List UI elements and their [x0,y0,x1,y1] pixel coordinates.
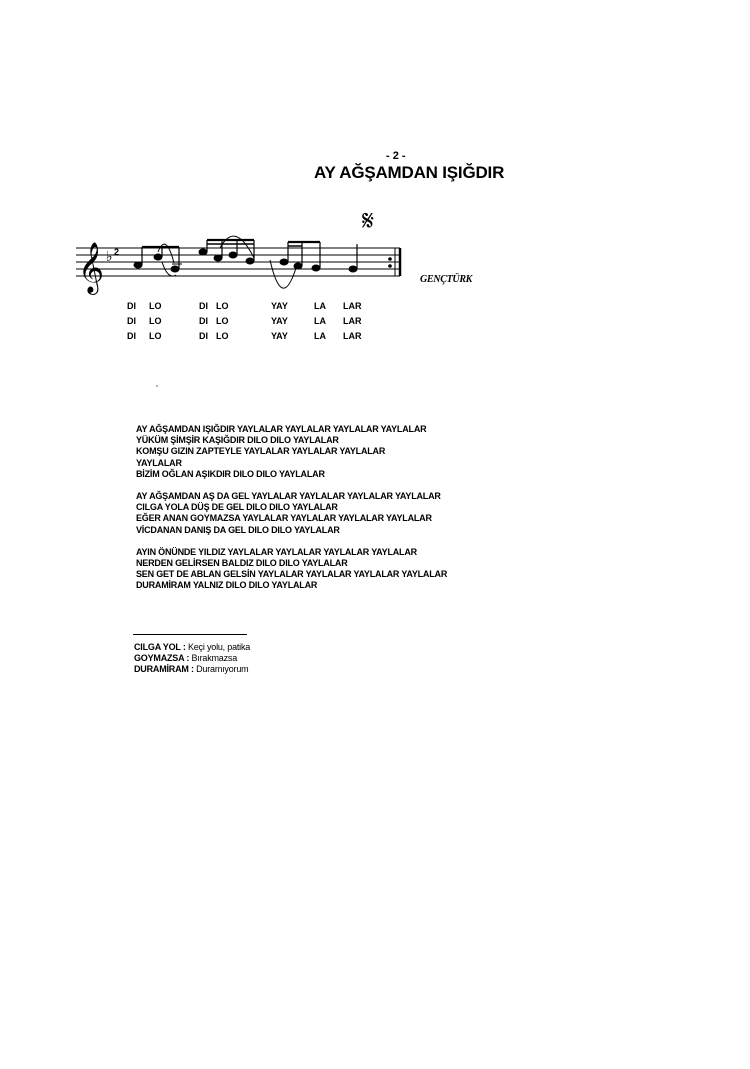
syllable: LA [314,316,326,326]
footnote [134,664,250,675]
syllable: LO [216,301,229,311]
syllable: LO [216,331,229,341]
syllable: YAY [271,301,288,311]
footnotes [134,642,250,675]
lyric-line: BİZİM OĞLAN AŞIKDIR DILO DILO YAYLALAR [136,468,325,479]
syllable: DI [199,331,208,341]
treble-clef-icon: 𝄞 [78,242,105,293]
syllable: LAR [343,301,362,311]
syllable: LO [149,331,162,341]
syllable: DI [127,316,136,326]
syllable: DI [127,301,136,311]
page-number: - 2 - [386,150,406,162]
music-staff [70,200,490,310]
syllable: DI [199,316,208,326]
syllable: LAR [343,316,362,326]
syllable: LO [149,316,162,326]
verse-1 [136,424,447,480]
footnote [134,642,250,653]
footnote-definition: Keçi yolu, patika [187,642,251,652]
lyric-line: YÜKÜM ŞİMŞİR KAŞIĞDIR DILO DILO YAYLALAR [136,435,339,446]
lyric-line: NERDEN GELİRSEN BALDIZ DILO DILO YAYLALAR [136,558,348,569]
syllable: YAY [271,331,288,341]
song-lyrics [136,424,447,603]
lyric-line: DURAMİRAM YALNIZ DILO DILO YAYLALAR [136,580,318,591]
lyric-line: KOMŞU GIZIN ZAPTEYLE YAYLALAR YAYLALAR YAYLALAR [136,446,386,457]
verse-3 [136,547,447,592]
syllable: LAR [343,331,362,341]
lyric-line: VİCDANAN DANIŞ DA GEL DILO DILO YAYLALAR [136,524,340,535]
syllable: DI [127,331,136,341]
lyric-line: AY AĞŞAMDAN AŞ DA GEL YAYLALAR YAYLALAR YAYLALAR YAYLALAR [136,491,441,502]
lyric-line: YAYLALAR [136,457,182,468]
footnote-term: CILGA YOL : [134,642,186,652]
syllable: DI [199,301,208,311]
composer-signature: GENÇTÜRK [420,274,473,285]
flat-sign-icon: ♭ [106,249,113,265]
footnote-definition: Duramıyorum [196,664,249,674]
syllable: YAY [271,316,288,326]
syllable: LA [314,301,326,311]
lyric-line: AY AĞŞAMDAN IŞIĞDIR YAYLALAR YAYLALAR YAYLALAR YAYLALAR [136,424,427,434]
footnote-divider [133,634,247,635]
footnote-definition: Bırakmazsa [191,653,237,663]
segno-mark: 𝄋 [361,204,375,237]
syllable: LA [314,331,326,341]
lyric-line: EĞER ANAN GOYMAZSA YAYLALAR YAYLALAR YAYLALAR YAYLALAR [136,513,432,524]
syllable: LO [149,301,162,311]
note-group-1 [134,244,182,276]
verse-2 [136,491,447,536]
song-title: AY AĞŞAMDAN IŞIĞDIR [314,163,505,182]
footnote-term: DURAMİRAM : [134,664,194,674]
lyric-line: CILGA YOLA DÜŞ DE GEL DILO DILO YAYLALAR [136,502,338,513]
syllable: LO [216,316,229,326]
time-signature: 2 [114,247,120,257]
scan-speck [156,385,158,387]
note-group-2 [198,236,258,264]
lyric-line: AYIN ÖNÜNDE YILDIZ YAYLALAR YAYLALAR YAYLALAR YAYLALAR [136,546,417,557]
footnote [134,653,250,664]
note-group-3 [270,242,320,288]
footnote-term: GOYMAZSA : [134,653,190,663]
lyric-line: SEN GET DE ABLAN GELSİN YAYLALAR YAYLALAR YAYLALAR YAYLALAR [136,569,448,580]
